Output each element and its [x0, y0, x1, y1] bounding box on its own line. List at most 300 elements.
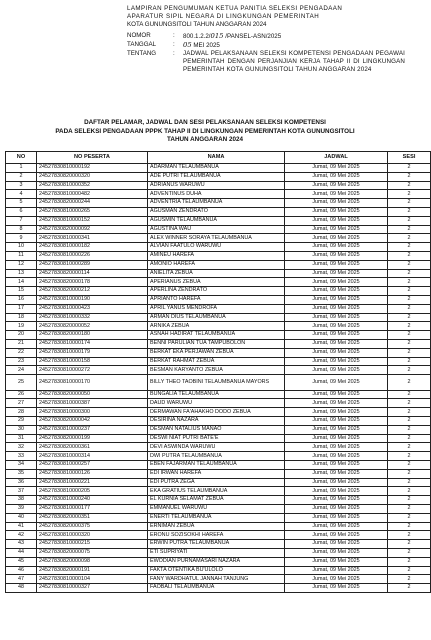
cell-nama: DESIRINA NAZARA: [148, 417, 285, 426]
cell-no: 1: [6, 164, 37, 173]
cell-jadwal: Jumat, 09 Mei 2025: [285, 199, 388, 208]
cell-sesi: 2: [388, 425, 431, 434]
annex-line: KOTA GUNUNGSITOLI TAHUN ANGGARAN 2024: [127, 21, 267, 29]
cell-no: 17: [6, 304, 37, 313]
cell-no-peserta: 24527830820000361: [37, 443, 148, 452]
cell-no: 33: [6, 452, 37, 461]
cell-no-peserta: 24527830820000320: [37, 172, 148, 181]
table-row: [6, 478, 431, 487]
cell-no-peserta: 24527830810000205: [37, 487, 148, 496]
cell-nama: DWI PUTRA TELAUMBANUA: [148, 452, 285, 461]
cell-sesi: 2: [388, 540, 431, 549]
cell-nama: ERONU SOZISOKHI HAREFA: [148, 531, 285, 540]
table-row: [6, 172, 431, 181]
cell-sesi: 2: [388, 375, 431, 391]
cell-nama: ADARMAN TELAUMBANUA: [148, 164, 285, 173]
cell-no-peserta: 24527830820000098: [37, 557, 148, 566]
cell-no-peserta: 24527830810000179: [37, 348, 148, 357]
table-row: [6, 278, 431, 287]
cell-sesi: 2: [388, 331, 431, 340]
cell-no: 37: [6, 487, 37, 496]
cell-jadwal: Jumat, 09 Mei 2025: [285, 295, 388, 304]
cell-jadwal: Jumat, 09 Mei 2025: [285, 287, 388, 296]
cell-no: 24: [6, 366, 37, 375]
cell-sesi: 2: [388, 322, 431, 331]
cell-sesi: 2: [388, 513, 431, 522]
cell-no-peserta: 24527830810000190: [37, 295, 148, 304]
cell-nama: EKA GRATIUS TELAUMBANUA: [148, 487, 285, 496]
cell-no-peserta: 24527830810000177: [37, 504, 148, 513]
cell-no: 15: [6, 287, 37, 296]
cell-jadwal: Jumat, 09 Mei 2025: [285, 304, 388, 313]
table-row: [6, 408, 431, 417]
cell-no-peserta: 24527830810000320: [37, 531, 148, 540]
cell-no: 10: [6, 243, 37, 252]
cell-no: 16: [6, 295, 37, 304]
cell-nama: DESWI NIAT PUTRI BATE'E: [148, 434, 285, 443]
table-row: [6, 575, 431, 584]
header-nama: NAMA: [148, 152, 285, 164]
cell-no-peserta: 24527830820000199: [37, 434, 148, 443]
cell-no: 18: [6, 313, 37, 322]
nomor-suffix: /PANSEL-ASN/2025: [223, 32, 282, 40]
table-row: [6, 199, 431, 208]
cell-jadwal: Jumat, 09 Mei 2025: [285, 216, 388, 225]
cell-no-peserta: 24527830810000126: [37, 469, 148, 478]
cell-no: 21: [6, 339, 37, 348]
cell-sesi: 2: [388, 469, 431, 478]
cell-nama: ERWIN PUTRA TELAUMBANUA: [148, 540, 285, 549]
cell-no: 41: [6, 522, 37, 531]
cell-no-peserta: 24527830810000104: [37, 575, 148, 584]
cell-no-peserta: 24527830820000178: [37, 278, 148, 287]
cell-nama: ADE PUTRI TELAUMBANUA: [148, 172, 285, 181]
cell-no: 7: [6, 216, 37, 225]
cell-jadwal: Jumat, 09 Mei 2025: [285, 584, 388, 593]
cell-no-peserta: 24527830810000352: [37, 181, 148, 190]
cell-no: 30: [6, 425, 37, 434]
cell-no-peserta: 24527830810000341: [37, 234, 148, 243]
cell-nama: AGUSMIN TELAUMBANUA: [148, 216, 285, 225]
cell-no-peserta: 24527830810000182: [37, 243, 148, 252]
table-row: [6, 452, 431, 461]
cell-jadwal: Jumat, 09 Mei 2025: [285, 278, 388, 287]
cell-sesi: 2: [388, 575, 431, 584]
tentang-label: TENTANG: [127, 50, 157, 58]
tentang-row: [127, 50, 405, 75]
cell-jadwal: Jumat, 09 Mei 2025: [285, 461, 388, 470]
cell-nama: ARNIKA ZEBUA: [148, 322, 285, 331]
cell-sesi: 2: [388, 366, 431, 375]
cell-no: 35: [6, 469, 37, 478]
cell-jadwal: Jumat, 09 Mei 2025: [285, 331, 388, 340]
cell-nama: ALEX WINNER SORAYA TELAUMBANUA: [148, 234, 285, 243]
cell-sesi: 2: [388, 348, 431, 357]
cell-sesi: 2: [388, 434, 431, 443]
participants-table: [5, 151, 431, 593]
table-row: [6, 461, 431, 470]
cell-no: 4: [6, 190, 37, 199]
colon: :: [173, 50, 175, 58]
cell-nama: EDI IRWAN HAREFA: [148, 469, 285, 478]
header-jadwal: JADWAL: [285, 152, 388, 164]
cell-no-peserta: 24527830820000244: [37, 199, 148, 208]
cell-sesi: 2: [388, 295, 431, 304]
nomor-label: NOMOR: [127, 31, 151, 39]
annex-meta: [127, 32, 405, 75]
cell-nama: BESMAN KARYANTO ZEBUA: [148, 366, 285, 375]
annex-line: LAMPIRAN PENGUMUMAN KETUA PANITIA SELEKSI PENGADAAN: [127, 5, 343, 12]
cell-nama: AMINEU HAREFA: [148, 251, 285, 260]
cell-no: 31: [6, 434, 37, 443]
cell-no-peserta: 24527830810000327: [37, 584, 148, 593]
table-row: [6, 348, 431, 357]
tentang-value: JADWAL PELAKSANAAN SELEKSI KOMPETENSI PENGADAAN PEGAWAI PEMERINTAH DENGAN PERJANJIAN KERJA TAHAP II DI LINGKUNGAN PEMERINTAH KOTA GUNUNGSITOLI TAHUN ANGGARAN 2024: [183, 50, 405, 74]
cell-no: 9: [6, 234, 37, 243]
cell-nama: EDI PUTRA ZEGA: [148, 478, 285, 487]
cell-jadwal: Jumat, 09 Mei 2025: [285, 496, 388, 505]
cell-jadwal: Jumat, 09 Mei 2025: [285, 566, 388, 575]
table-row: [6, 540, 431, 549]
cell-jadwal: Jumat, 09 Mei 2025: [285, 339, 388, 348]
cell-no: 34: [6, 461, 37, 470]
table-row: [6, 584, 431, 593]
cell-jadwal: Jumat, 09 Mei 2025: [285, 234, 388, 243]
cell-no: 27: [6, 399, 37, 408]
cell-jadwal: Jumat, 09 Mei 2025: [285, 348, 388, 357]
cell-jadwal: Jumat, 09 Mei 2025: [285, 443, 388, 452]
cell-nama: DEVI ASWINDA WARUWU: [148, 443, 285, 452]
cell-no-peserta: 24527830810000272: [37, 366, 148, 375]
cell-jadwal: Jumat, 09 Mei 2025: [285, 243, 388, 252]
cell-nama: EL KURNIA SELAMAT ZEBUA: [148, 496, 285, 505]
cell-no: 26: [6, 390, 37, 399]
cell-jadwal: Jumat, 09 Mei 2025: [285, 504, 388, 513]
cell-nama: DESMAN NATALIUS MANAO: [148, 425, 285, 434]
cell-jadwal: Jumat, 09 Mei 2025: [285, 366, 388, 375]
cell-sesi: 2: [388, 207, 431, 216]
cell-nama: EBEN FAJARMAN TELAUMBANUA: [148, 461, 285, 470]
nomor-handwritten: 015: [210, 31, 224, 40]
cell-jadwal: Jumat, 09 Mei 2025: [285, 548, 388, 557]
cell-no-peserta: 24527830810000332: [37, 313, 148, 322]
cell-sesi: 2: [388, 566, 431, 575]
cell-jadwal: Jumat, 09 Mei 2025: [285, 522, 388, 531]
cell-jadwal: Jumat, 09 Mei 2025: [285, 164, 388, 173]
cell-jadwal: Jumat, 09 Mei 2025: [285, 181, 388, 190]
cell-nama: BUNGALIA TELAUMBANUA: [148, 390, 285, 399]
cell-no-peserta: 24527830810000215: [37, 540, 148, 549]
cell-nama: ETI SUPRIYATI: [148, 548, 285, 557]
cell-sesi: 2: [388, 399, 431, 408]
cell-sesi: 2: [388, 181, 431, 190]
cell-jadwal: Jumat, 09 Mei 2025: [285, 513, 388, 522]
table-row: [6, 375, 431, 391]
cell-sesi: 2: [388, 390, 431, 399]
cell-no: 29: [6, 417, 37, 426]
cell-jadwal: Jumat, 09 Mei 2025: [285, 357, 388, 366]
cell-no-peserta: 24527830810000423: [37, 304, 148, 313]
tanggal-value: [183, 41, 405, 50]
cell-jadwal: Jumat, 09 Mei 2025: [285, 478, 388, 487]
cell-no-peserta: 24527830810000482: [37, 190, 148, 199]
cell-jadwal: Jumat, 09 Mei 2025: [285, 575, 388, 584]
cell-no: 44: [6, 548, 37, 557]
cell-no-peserta: 24527830820000075: [37, 548, 148, 557]
cell-no-peserta: 24527830810000257: [37, 461, 148, 470]
cell-sesi: 2: [388, 164, 431, 173]
tanggal-label: TANGGAL: [127, 40, 157, 48]
cell-sesi: 2: [388, 304, 431, 313]
cell-no: 47: [6, 575, 37, 584]
cell-no: 23: [6, 357, 37, 366]
cell-sesi: 2: [388, 584, 431, 593]
cell-sesi: 2: [388, 216, 431, 225]
cell-sesi: 2: [388, 190, 431, 199]
table-row: [6, 557, 431, 566]
cell-no: 3: [6, 181, 37, 190]
cell-jadwal: Jumat, 09 Mei 2025: [285, 190, 388, 199]
table-row: [6, 234, 431, 243]
cell-no-peserta: 24527830820000092: [37, 225, 148, 234]
table-row: [6, 496, 431, 505]
cell-no: 36: [6, 478, 37, 487]
cell-sesi: 2: [388, 260, 431, 269]
cell-no-peserta: 24527830820000375: [37, 522, 148, 531]
table-row: [6, 164, 431, 173]
cell-no: 14: [6, 278, 37, 287]
cell-nama: AMONIO HAREFA: [148, 260, 285, 269]
cell-nama: ERNIMAN ZEBUA: [148, 522, 285, 531]
table-row: [6, 522, 431, 531]
cell-sesi: 2: [388, 461, 431, 470]
cell-jadwal: Jumat, 09 Mei 2025: [285, 408, 388, 417]
cell-nama: ANIELITA ZEBUA: [148, 269, 285, 278]
table-row: [6, 304, 431, 313]
cell-sesi: 2: [388, 478, 431, 487]
annex-line: APARATUR SIPIL NEGARA DI LINGKUNGAN PEMERINTAH: [127, 13, 320, 21]
table-row: [6, 469, 431, 478]
cell-nama: DERMAWAN FA'AHAKHO DODO ZEBUA: [148, 408, 285, 417]
title-line: DAFTAR PELAMAR, JADWAL DAN SESI PELAKSANAAN SELEKSI KOMPETENSI: [84, 119, 326, 126]
cell-no-peserta: 24527830810000152: [37, 216, 148, 225]
cell-nama: ASNAH HADIRAT TELAUMBANUA: [148, 331, 285, 340]
cell-no: 8: [6, 225, 37, 234]
cell-nama: DAUD WARUWU: [148, 399, 285, 408]
cell-sesi: 2: [388, 339, 431, 348]
cell-jadwal: Jumat, 09 Mei 2025: [285, 313, 388, 322]
cell-no: 13: [6, 269, 37, 278]
cell-sesi: 2: [388, 199, 431, 208]
cell-no-peserta: 24527830810000221: [37, 478, 148, 487]
cell-nama: FAKTA OTENTIKA BU'ULOLO: [148, 566, 285, 575]
table-row: [6, 243, 431, 252]
cell-jadwal: Jumat, 09 Mei 2025: [285, 375, 388, 391]
annex-header: [127, 5, 405, 75]
cell-no: 11: [6, 251, 37, 260]
cell-no: 39: [6, 504, 37, 513]
cell-nama: EMMANUEL WARUWU: [148, 504, 285, 513]
cell-no-peserta: 24527830810000237: [37, 425, 148, 434]
table-row: [6, 531, 431, 540]
tanggal-row: [127, 41, 405, 50]
cell-no-peserta: 24527830810000300: [37, 408, 148, 417]
cell-jadwal: Jumat, 09 Mei 2025: [285, 390, 388, 399]
cell-sesi: 2: [388, 408, 431, 417]
cell-nama: AGUSMAN ZENDRATO: [148, 207, 285, 216]
cell-jadwal: Jumat, 09 Mei 2025: [285, 469, 388, 478]
cell-no-peserta: 24527830810000314: [37, 452, 148, 461]
cell-no-peserta: 24527830820000351: [37, 513, 148, 522]
cell-no: 19: [6, 322, 37, 331]
table-row: [6, 207, 431, 216]
cell-sesi: 2: [388, 504, 431, 513]
table-body: [6, 164, 431, 593]
cell-jadwal: Jumat, 09 Mei 2025: [285, 417, 388, 426]
cell-no-peserta: 24527830820000050: [37, 390, 148, 399]
title-line: TAHUN ANGGARAN 2024: [167, 136, 243, 144]
table-row: [6, 366, 431, 375]
cell-sesi: 2: [388, 251, 431, 260]
header-no-peserta: NO PESERTA: [37, 152, 148, 164]
cell-no: 25: [6, 375, 37, 391]
cell-sesi: 2: [388, 548, 431, 557]
table-row: [6, 417, 431, 426]
cell-no: 40: [6, 513, 37, 522]
table-row: [6, 548, 431, 557]
table-row: [6, 313, 431, 322]
table-row: [6, 216, 431, 225]
table-row: [6, 260, 431, 269]
cell-sesi: 2: [388, 172, 431, 181]
cell-sesi: 2: [388, 278, 431, 287]
cell-nama: APERIANUS ZEBUA: [148, 278, 285, 287]
cell-jadwal: Jumat, 09 Mei 2025: [285, 269, 388, 278]
document-title: [0, 119, 410, 145]
cell-jadwal: Jumat, 09 Mei 2025: [285, 172, 388, 181]
tanggal-suffix: MEI 2025: [191, 41, 220, 49]
cell-no: 48: [6, 584, 37, 593]
cell-no: 5: [6, 199, 37, 208]
cell-jadwal: Jumat, 09 Mei 2025: [285, 531, 388, 540]
cell-nama: BERKAT RAHMAT ZEBUA: [148, 357, 285, 366]
cell-no-peserta: 24527830810000289: [37, 260, 148, 269]
table-row: [6, 399, 431, 408]
cell-sesi: 2: [388, 357, 431, 366]
cell-no: 38: [6, 496, 37, 505]
cell-jadwal: Jumat, 09 Mei 2025: [285, 251, 388, 260]
cell-sesi: 2: [388, 225, 431, 234]
cell-sesi: 2: [388, 313, 431, 322]
cell-nama: APRIL YANUS MENDROFA: [148, 304, 285, 313]
cell-no-peserta: 24527830810000174: [37, 339, 148, 348]
table-row: [6, 390, 431, 399]
table-row: [6, 322, 431, 331]
cell-no-peserta: 24527830810000192: [37, 164, 148, 173]
cell-jadwal: Jumat, 09 Mei 2025: [285, 487, 388, 496]
cell-jadwal: Jumat, 09 Mei 2025: [285, 399, 388, 408]
cell-jadwal: Jumat, 09 Mei 2025: [285, 425, 388, 434]
table-row: [6, 425, 431, 434]
cell-sesi: 2: [388, 234, 431, 243]
table-row: [6, 269, 431, 278]
cell-no-peserta: 24527830820000042: [37, 417, 148, 426]
cell-no-peserta: 24527830820000191: [37, 566, 148, 575]
cell-jadwal: Jumat, 09 Mei 2025: [285, 225, 388, 234]
cell-nama: APRIANTO HAREFA: [148, 295, 285, 304]
cell-sesi: 2: [388, 452, 431, 461]
cell-no-peserta: 24527830810000158: [37, 357, 148, 366]
cell-sesi: 2: [388, 557, 431, 566]
cell-nama: BERKAT EKA PERJAWAN ZEBUA: [148, 348, 285, 357]
table-row: [6, 287, 431, 296]
table-row: [6, 434, 431, 443]
cell-nama: APERLINA ZENDRATO: [148, 287, 285, 296]
header-sesi: SESI: [388, 152, 431, 164]
cell-no: 22: [6, 348, 37, 357]
table-row: [6, 251, 431, 260]
cell-no-peserta: 24527830810000170: [37, 375, 148, 391]
table-row: [6, 504, 431, 513]
cell-sesi: 2: [388, 287, 431, 296]
table-row: [6, 331, 431, 340]
nomor-row: [127, 32, 405, 41]
table-row: [6, 295, 431, 304]
colon: :: [173, 31, 175, 39]
cell-sesi: 2: [388, 243, 431, 252]
cell-nama: BENNI PARULIAN TUA TAMPUBOLON: [148, 339, 285, 348]
nomor-prefix: 800.1.2.2/: [183, 32, 211, 40]
cell-no-peserta: 24527830820000114: [37, 269, 148, 278]
cell-no-peserta: 24527830810000387: [37, 399, 148, 408]
cell-jadwal: Jumat, 09 Mei 2025: [285, 557, 388, 566]
header-no: NO: [6, 152, 37, 164]
nomor-value: [183, 32, 405, 41]
cell-jadwal: Jumat, 09 Mei 2025: [285, 452, 388, 461]
cell-jadwal: Jumat, 09 Mei 2025: [285, 322, 388, 331]
table-row: [6, 190, 431, 199]
cell-no-peserta: 24527830810000240: [37, 496, 148, 505]
cell-nama: ADRIANUS WARUWU: [148, 181, 285, 190]
cell-no: 12: [6, 260, 37, 269]
cell-no: 28: [6, 408, 37, 417]
cell-sesi: 2: [388, 496, 431, 505]
table-row: [6, 339, 431, 348]
table-row: [6, 181, 431, 190]
cell-no: 45: [6, 557, 37, 566]
cell-no: 32: [6, 443, 37, 452]
cell-nama: ADVENTRIA TELAUMBANUA: [148, 199, 285, 208]
table-row: [6, 487, 431, 496]
cell-no: 43: [6, 540, 37, 549]
cell-no: 2: [6, 172, 37, 181]
colon: :: [173, 40, 175, 48]
cell-sesi: 2: [388, 531, 431, 540]
cell-nama: ARMAN DIUS TELAUMBANUA: [148, 313, 285, 322]
cell-jadwal: Jumat, 09 Mei 2025: [285, 540, 388, 549]
cell-no: 6: [6, 207, 37, 216]
table-row: [6, 443, 431, 452]
cell-no: 42: [6, 531, 37, 540]
table-row: [6, 566, 431, 575]
table-row: [6, 225, 431, 234]
cell-nama: ALVIAN FAATULO WARUWU: [148, 243, 285, 252]
cell-no-peserta: 24527830820000180: [37, 331, 148, 340]
annex-title: [127, 5, 405, 30]
cell-sesi: 2: [388, 522, 431, 531]
table-row: [6, 357, 431, 366]
cell-nama: AGUSTINA WAU: [148, 225, 285, 234]
